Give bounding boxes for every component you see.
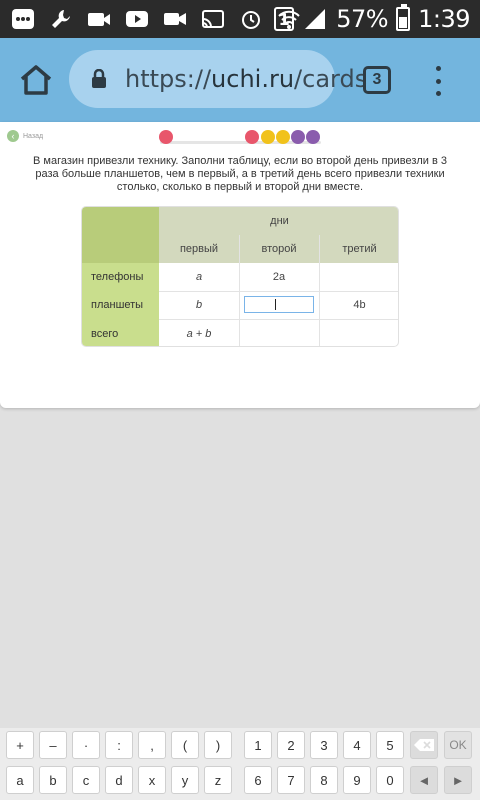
cursor-right-key[interactable]: ►: [444, 766, 472, 794]
key-symbol[interactable]: x: [138, 766, 166, 794]
ok-key[interactable]: OK: [444, 731, 472, 759]
key-digit[interactable]: 0: [376, 766, 404, 794]
lock-icon: [91, 69, 107, 94]
progress-dot: [291, 130, 305, 144]
progress-dot: [245, 130, 259, 144]
camera-icon: [162, 7, 188, 31]
back-link[interactable]: [7, 130, 43, 142]
key-symbol[interactable]: –: [39, 731, 67, 759]
video-call-icon: [86, 7, 112, 31]
key-digit[interactable]: 5: [376, 731, 404, 759]
task-text: В магазин привезли технику. Заполни таблицу, если во второй день привезли в 3 раза больше планшетов, чем в первый, а в третий день всего привезли техники столько, сколько в первый и второй дни вместе.: [33, 155, 447, 193]
progress-dot: [159, 130, 173, 144]
cell-total-first: [159, 319, 239, 347]
progress-dot: [276, 130, 290, 144]
back-label: Назад: [23, 132, 44, 140]
cell-tablets-first: b: [195, 299, 203, 311]
key-symbol[interactable]: ): [204, 731, 232, 759]
key-symbol[interactable]: c: [72, 766, 100, 794]
cell-total-third[interactable]: [319, 319, 399, 347]
key-digit[interactable]: 3: [310, 731, 338, 759]
key-symbol[interactable]: :: [105, 731, 133, 759]
status-bar: [0, 0, 480, 38]
answer-input-tablets-second[interactable]: [244, 296, 314, 313]
cast-icon: [200, 7, 226, 31]
math-keyboard: [0, 728, 480, 800]
cell-phones-third[interactable]: [319, 263, 399, 291]
youtube-icon: [124, 7, 150, 31]
text-caret: [275, 299, 276, 310]
browser-toolbar: [0, 38, 480, 122]
key-digit[interactable]: 6: [244, 766, 272, 794]
backspace-icon: [414, 739, 434, 751]
battery-icon: [396, 7, 410, 31]
key-symbol[interactable]: b: [39, 766, 67, 794]
key-digit[interactable]: 1: [244, 731, 272, 759]
key-digit[interactable]: 4: [343, 731, 371, 759]
sim-indicator: 1: [274, 7, 294, 31]
cell-phones-second: [239, 263, 319, 291]
signal-icon: [302, 7, 328, 31]
alarm-icon: [238, 7, 264, 31]
url-host: uchi.ru: [211, 65, 295, 93]
cell-phones-first: a: [195, 271, 203, 283]
backspace-key[interactable]: [410, 731, 438, 759]
key-symbol[interactable]: d: [105, 766, 133, 794]
key-digit[interactable]: 2: [277, 731, 305, 759]
answer-table: [81, 206, 399, 347]
clock: 1:39: [418, 5, 470, 33]
home-button[interactable]: [18, 64, 54, 96]
cell-tablets-third: 4b: [353, 299, 366, 311]
key-digit[interactable]: 9: [343, 766, 371, 794]
grid-line: [159, 319, 399, 320]
row-header-total: всего: [82, 319, 159, 347]
url-scheme: https://: [125, 65, 212, 93]
progress-dot: [261, 130, 275, 144]
progress-dot: [306, 130, 320, 144]
key-symbol[interactable]: (: [171, 731, 199, 759]
url-text: [125, 62, 367, 96]
cell-total-second[interactable]: [239, 319, 319, 347]
key-symbol[interactable]: z: [204, 766, 232, 794]
home-icon: [18, 64, 54, 96]
column-header-third: третий: [319, 235, 399, 263]
cell-total-first-value: a + b: [186, 327, 212, 340]
cell-phones-second-value: 2a: [272, 271, 286, 283]
task-card: [0, 122, 480, 408]
row-header-tablets: планшеты: [82, 291, 159, 319]
column-header-first: первый: [159, 235, 239, 263]
days-header: дни: [159, 207, 399, 235]
key-symbol[interactable]: y: [171, 766, 199, 794]
key-symbol[interactable]: +: [6, 731, 34, 759]
cursor-left-key[interactable]: ◄: [410, 766, 438, 794]
key-symbol[interactable]: ,: [138, 731, 166, 759]
more-dots-icon: [10, 7, 36, 31]
url-path: /cards: [294, 65, 368, 93]
battery-percent: 57%: [336, 5, 389, 33]
key-digit[interactable]: 7: [277, 766, 305, 794]
column-header-second: второй: [239, 235, 319, 263]
key-symbol[interactable]: a: [6, 766, 34, 794]
overflow-menu-icon[interactable]: [428, 66, 448, 96]
url-bar[interactable]: [69, 50, 368, 108]
tab-switcher-button[interactable]: 3: [363, 66, 391, 94]
row-header-phones: телефоны: [82, 263, 159, 291]
back-arrow-icon: ‹: [7, 130, 19, 142]
wrench-icon: [48, 7, 74, 31]
key-symbol[interactable]: ·: [72, 731, 100, 759]
table-corner: [82, 207, 159, 263]
grid-line: [159, 291, 399, 292]
key-digit[interactable]: 8: [310, 766, 338, 794]
